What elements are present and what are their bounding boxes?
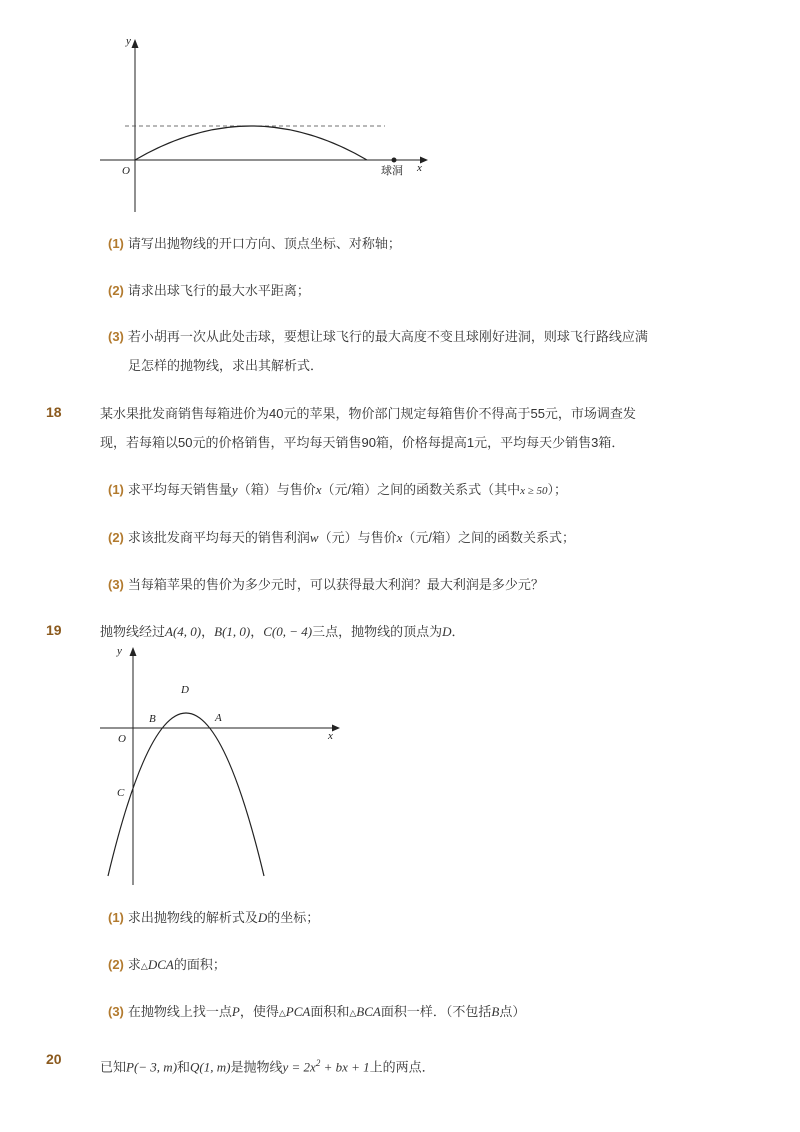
point-d-label: D bbox=[181, 684, 189, 696]
q18-part2: (2) 求该批发商平均每天的销售利润w（元）与售价x（元/箱）之间的函数关系式； bbox=[108, 530, 575, 545]
part-number: (3) bbox=[108, 329, 124, 344]
part-number: (3) bbox=[108, 1004, 124, 1019]
y-axis-arrow bbox=[130, 647, 137, 656]
part-number: (1) bbox=[108, 236, 124, 251]
q18-part3: (3) 当每箱苹果的售价为多少元时，可以获得最大利润？最大利润是多少元？ bbox=[108, 577, 544, 592]
question-number: 20 bbox=[46, 1051, 62, 1067]
q18-stem-line1: 某水果批发商销售每箱进价为40元的苹果，物价部门规定每箱售价不得高于55元，市场调查发 bbox=[100, 406, 636, 421]
point-b-label: B bbox=[149, 713, 156, 725]
q18-part1: (1) 求平均每天销售量y（箱）与售价x（元/箱）之间的函数关系式（其中x ≥ 50）； bbox=[108, 482, 568, 497]
y-axis-arrow bbox=[132, 39, 139, 48]
question-number: 19 bbox=[46, 622, 62, 638]
ball-trajectory-curve bbox=[135, 126, 367, 160]
q17-part1: (1) 请写出抛物线的开口方向、顶点坐标、对称轴； bbox=[108, 236, 401, 251]
point-c-label: C bbox=[117, 787, 125, 799]
parabola-curve bbox=[108, 713, 264, 876]
q17-part3-line2: 足怎样的抛物线，求出其解析式． bbox=[128, 358, 324, 373]
part-number: (1) bbox=[108, 910, 124, 925]
y-axis-label: y bbox=[126, 35, 131, 47]
q19-part2: (2) 求△DCA的面积； bbox=[108, 957, 226, 972]
origin-label: O bbox=[118, 733, 126, 745]
golf-parabola-figure bbox=[95, 32, 435, 217]
q19-part3: (3) 在抛物线上找一点P，使得△PCA面积和△BCA面积一样．（不包括B点） bbox=[108, 1004, 526, 1019]
part-number: (2) bbox=[108, 283, 124, 298]
part-number: (1) bbox=[108, 482, 124, 497]
question-number: 18 bbox=[46, 404, 62, 420]
q17-part3: (3) 若小胡再一次从此处击球，要想让球飞行的最大高度不变且球刚好进洞，则球飞行路线应满 bbox=[108, 329, 648, 344]
q20-stem: 已知P(− 3, m)和Q(1, m)是抛物线$y = 2x^2$ + bx + 1上的两点． bbox=[100, 1058, 435, 1075]
hole-dot bbox=[392, 158, 397, 163]
q17-part2: (2) 请求出球飞行的最大水平距离； bbox=[108, 283, 310, 298]
x-axis-arrow bbox=[332, 725, 340, 732]
parabola-abc-figure bbox=[95, 640, 350, 890]
x-axis-label: x bbox=[328, 730, 333, 742]
hole-label: 球洞 bbox=[381, 164, 403, 177]
origin-label: O bbox=[122, 165, 130, 177]
part-number: (3) bbox=[108, 577, 124, 592]
y-axis-label: y bbox=[117, 645, 122, 657]
part-number: (2) bbox=[108, 957, 124, 972]
q19-part1: (1) 求出抛物线的解析式及D的坐标； bbox=[108, 910, 320, 925]
point-a-label: A bbox=[215, 712, 222, 724]
part-number: (2) bbox=[108, 530, 124, 545]
q19-stem: 抛物线经过A(4, 0)，B(1, 0)，C(0, − 4)三点，抛物线的顶点为D． bbox=[100, 624, 465, 639]
q18-stem-line2: 现，若每箱以50元的价格销售，平均每天销售90箱，价格每提高1元，平均每天少销售3箱． bbox=[100, 435, 625, 450]
x-axis-label: x bbox=[417, 162, 422, 174]
